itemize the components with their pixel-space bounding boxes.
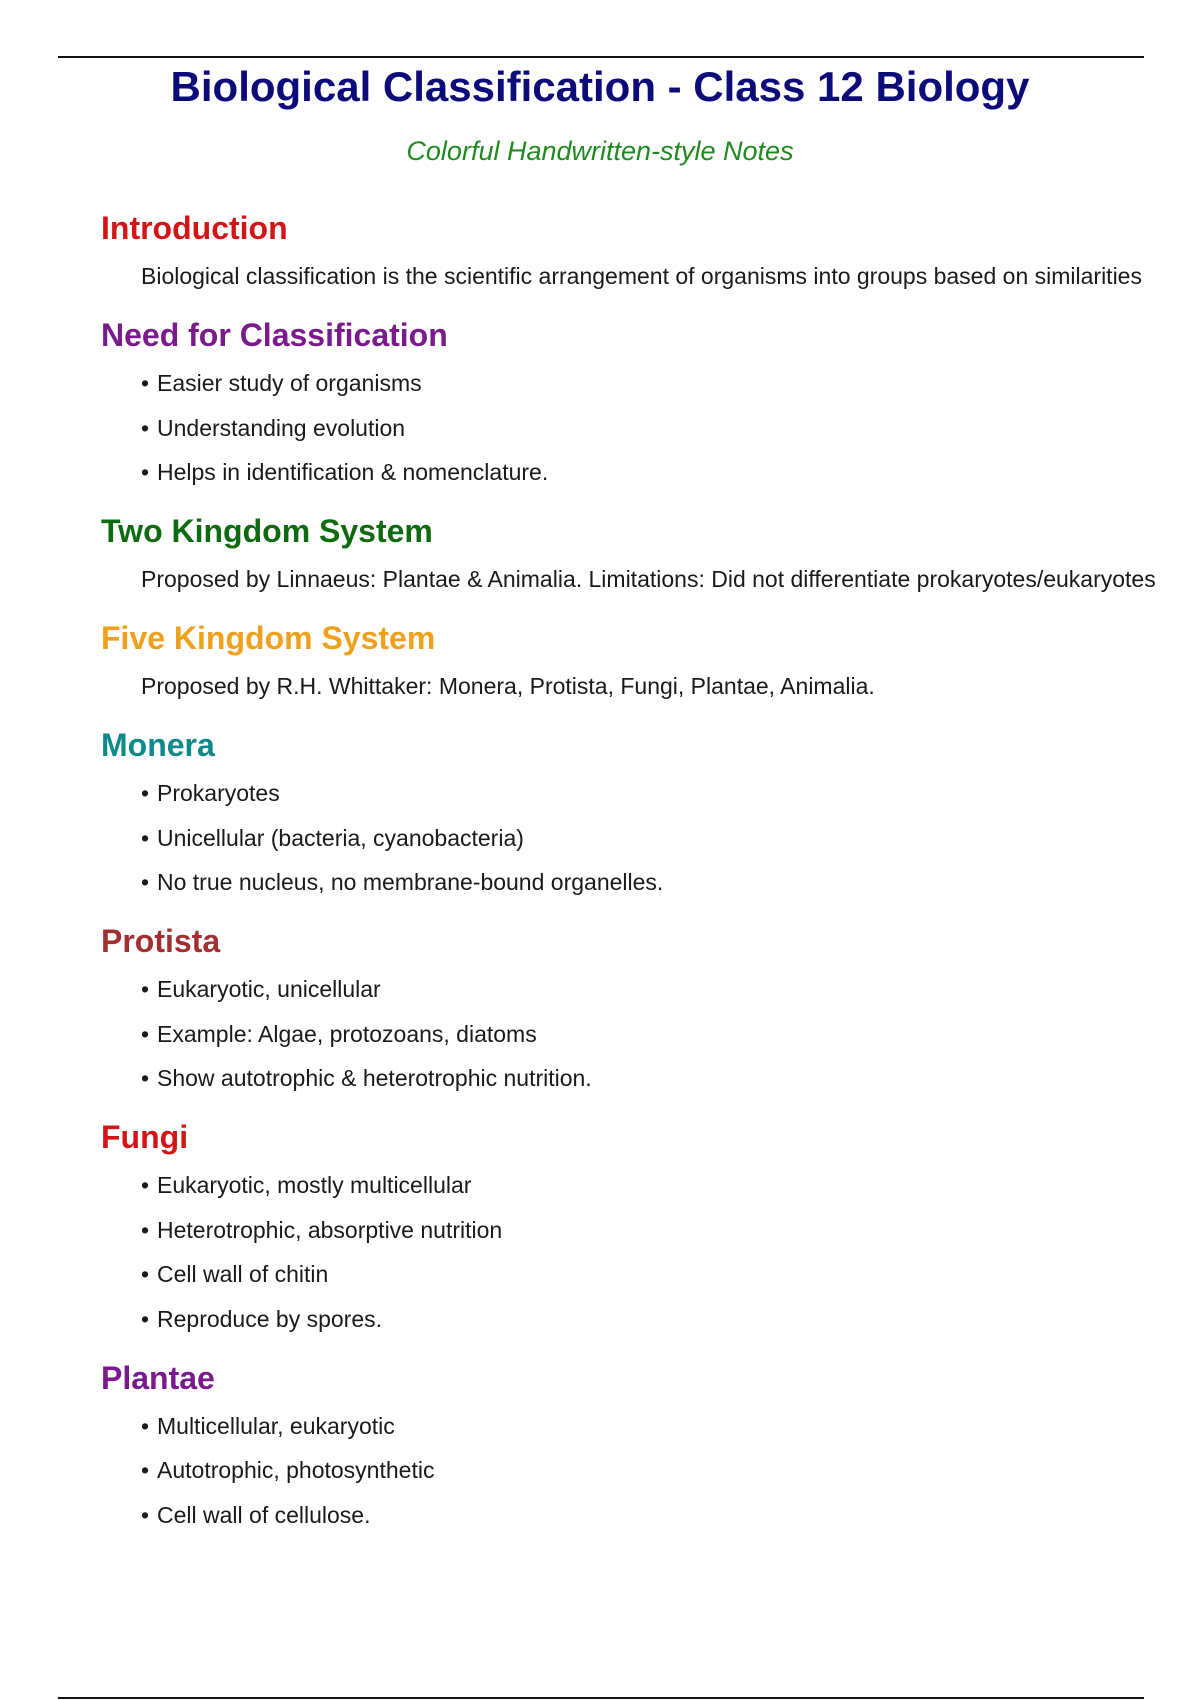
section-paragraph: Proposed by Linnaeus: Plantae & Animalia. Limitations: Did not differentiate prokaryotes/eukaryotes bbox=[141, 566, 1156, 592]
list-item: • Autotrophic, photosynthetic bbox=[141, 1454, 1200, 1486]
list-item: • Show autotrophic & heterotrophic nutrition. bbox=[141, 1062, 1200, 1094]
list-item: • Prokaryotes bbox=[141, 777, 1200, 809]
list-item: • Easier study of organisms bbox=[141, 367, 1200, 399]
section-heading: Introduction bbox=[101, 210, 288, 246]
list-item: • Example: Algae, protozoans, diatoms bbox=[141, 1018, 1200, 1050]
section-heading: Protista bbox=[101, 923, 221, 959]
bullet-list bbox=[141, 1169, 1200, 1335]
section-heading: Fungi bbox=[101, 1119, 189, 1155]
page-subtitle: Colorful Handwritten-style Notes bbox=[406, 136, 794, 166]
bottom-rule bbox=[58, 1697, 1144, 1699]
list-item: • Eukaryotic, unicellular bbox=[141, 973, 1200, 1005]
section-heading: Two Kingdom System bbox=[101, 513, 433, 549]
list-item: • Cell wall of chitin bbox=[141, 1258, 1200, 1290]
section-monera bbox=[101, 725, 1200, 898]
list-item: • No true nucleus, no membrane-bound organelles. bbox=[141, 866, 1200, 898]
notes-content bbox=[101, 208, 1200, 1554]
list-item: • Heterotrophic, absorptive nutrition bbox=[141, 1214, 1200, 1246]
section-two-kingdom bbox=[101, 511, 1200, 595]
section-paragraph: Biological classification is the scientific arrangement of organisms into groups based on similarities bbox=[141, 263, 1142, 289]
top-rule bbox=[58, 56, 1144, 58]
section-five-kingdom bbox=[101, 618, 1200, 702]
section-fungi bbox=[101, 1117, 1200, 1335]
bullet-list bbox=[141, 1410, 1200, 1531]
bullet-list bbox=[141, 777, 1200, 898]
list-item: • Multicellular, eukaryotic bbox=[141, 1410, 1200, 1442]
section-need bbox=[101, 315, 1200, 488]
section-heading: Plantae bbox=[101, 1359, 215, 1396]
list-item: • Unicellular (bacteria, cyanobacteria) bbox=[141, 822, 1200, 854]
list-item: • Reproduce by spores. bbox=[141, 1303, 1200, 1335]
section-introduction bbox=[101, 208, 1200, 292]
section-protista bbox=[101, 921, 1200, 1094]
section-heading: Need for Classification bbox=[101, 317, 448, 353]
list-item: • Helps in identification & nomenclature. bbox=[141, 456, 1200, 488]
bullet-list bbox=[141, 367, 1200, 488]
section-heading: Monera bbox=[101, 727, 215, 763]
list-item: • Cell wall of cellulose. bbox=[141, 1499, 1200, 1531]
section-paragraph: Proposed by R.H. Whittaker: Monera, Protista, Fungi, Plantae, Animalia. bbox=[141, 673, 875, 699]
list-item: • Eukaryotic, mostly multicellular bbox=[141, 1169, 1200, 1201]
page-title: Biological Classification - Class 12 Biology bbox=[170, 63, 1030, 110]
list-item: • Understanding evolution bbox=[141, 412, 1200, 444]
section-plantae bbox=[101, 1358, 1200, 1531]
section-heading: Five Kingdom System bbox=[101, 620, 436, 656]
bullet-list bbox=[141, 973, 1200, 1094]
